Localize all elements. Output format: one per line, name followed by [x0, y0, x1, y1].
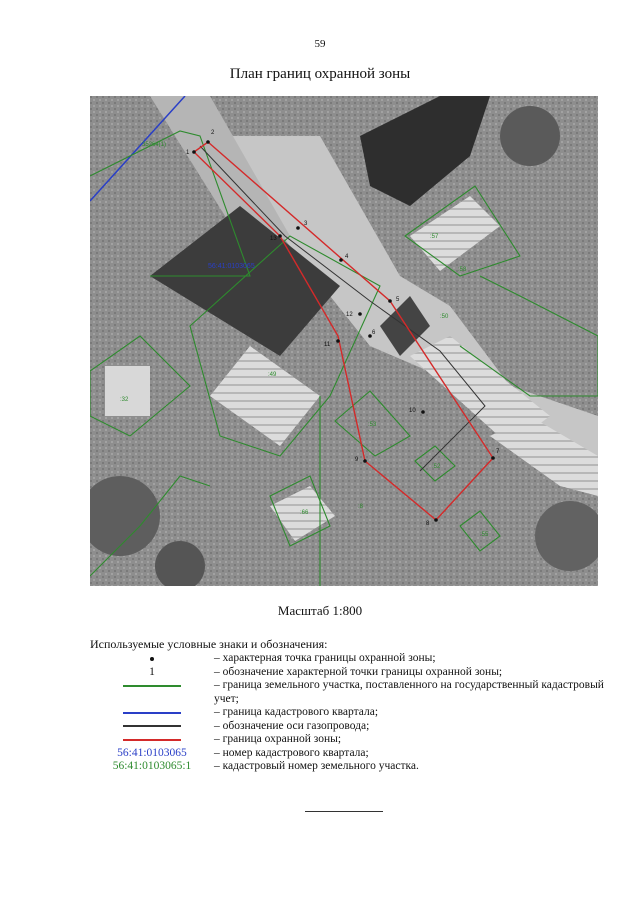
legend-symbol	[90, 706, 214, 720]
parcel-number-label: :66	[300, 510, 309, 516]
legend-symbol	[90, 666, 214, 680]
building	[105, 366, 150, 416]
parcel-number-label: :52	[432, 464, 441, 470]
legend-symbol-text: 1	[149, 665, 155, 678]
parcel-cadastral-label: 56:41:0103065	[208, 263, 255, 270]
point-label: 10	[409, 408, 416, 414]
legend-symbol	[90, 720, 214, 734]
legend-symbol	[90, 652, 214, 666]
legend-symbol-text: 56:41:0103065:1	[112, 760, 192, 772]
legend-symbol	[90, 747, 214, 761]
point-label: 6	[372, 330, 376, 336]
parcel-number-label: :53	[368, 422, 377, 428]
legend-description: – обозначение характерной точки границы охранной зоны;	[214, 665, 503, 678]
point-label: 9	[355, 457, 359, 463]
point-label: 11	[324, 342, 331, 348]
legend-title: Используемые условные знаки и обозначения:	[90, 637, 328, 651]
legend	[90, 652, 610, 774]
legend-row	[90, 760, 610, 774]
legend-symbol	[90, 760, 214, 774]
legend-description: – кадастровый номер земельного участка.	[214, 760, 419, 772]
point-label: 2	[211, 130, 215, 136]
parcel-number-label: :50	[440, 314, 449, 320]
point-marker	[363, 459, 367, 463]
point-marker	[421, 410, 425, 414]
parcel-number-label: :32	[120, 397, 129, 403]
line-sample-icon	[123, 712, 181, 714]
legend-symbol	[90, 679, 214, 693]
point-label: 8	[426, 521, 430, 527]
point-marker	[434, 518, 438, 522]
point-label: 4	[345, 254, 349, 260]
line-sample-icon	[123, 725, 181, 727]
map-canvas	[90, 96, 598, 586]
legend-description: – граница кадастрового квартала;	[214, 706, 379, 718]
parcel-number-label: :49	[268, 372, 277, 378]
legend-row	[90, 666, 610, 680]
parcel-number-label: :55	[480, 532, 489, 538]
legend-description: – граница охранной зоны;	[214, 733, 342, 745]
legend-row	[90, 706, 610, 720]
point-label: 1	[186, 150, 190, 156]
point-marker	[339, 258, 343, 262]
legend-description: – номер кадастрового квартала;	[214, 746, 369, 759]
point-marker-icon	[150, 657, 154, 661]
parcel-number-label: :57	[430, 234, 439, 240]
end-divider	[305, 811, 383, 812]
point-marker	[278, 234, 282, 238]
parcel-number-label: :58	[458, 267, 467, 273]
point-marker	[491, 456, 495, 460]
point-label: 3	[304, 221, 308, 227]
point-label: 5	[396, 297, 400, 303]
point-label: 7	[496, 449, 500, 455]
trees	[500, 106, 560, 166]
legend-row	[90, 733, 610, 747]
legend-symbol	[90, 733, 214, 747]
aerial-background	[90, 96, 598, 586]
legend-row	[90, 720, 610, 734]
point-label: 12	[346, 312, 353, 318]
legend-description: – обозначение оси газопровода;	[214, 719, 370, 732]
legend-row	[90, 679, 610, 706]
point-marker	[192, 150, 196, 154]
point-marker	[358, 312, 362, 316]
parcel-number-label: :8	[358, 504, 364, 510]
point-label: 13	[270, 236, 277, 242]
point-marker	[296, 226, 300, 230]
point-marker	[388, 299, 392, 303]
legend-row	[90, 747, 610, 761]
legend-description: – граница земельного участка, поставленного на государственный кадастровый учет;	[214, 679, 604, 705]
aerial-map	[90, 96, 598, 586]
line-sample-icon	[123, 739, 181, 741]
point-marker	[206, 140, 210, 144]
legend-row	[90, 652, 610, 666]
legend-description: – характерная точка границы охранной зоны;	[214, 652, 436, 664]
quarter-label: 35264(1)	[142, 142, 167, 148]
map-scale: Масштаб 1:800	[277, 603, 363, 618]
point-marker	[336, 339, 340, 343]
legend-symbol-text: 56:41:0103065	[117, 746, 187, 759]
page-number: 59	[314, 38, 326, 50]
line-sample-icon	[123, 685, 181, 687]
page-title: План границ охранной зоны	[229, 66, 411, 82]
